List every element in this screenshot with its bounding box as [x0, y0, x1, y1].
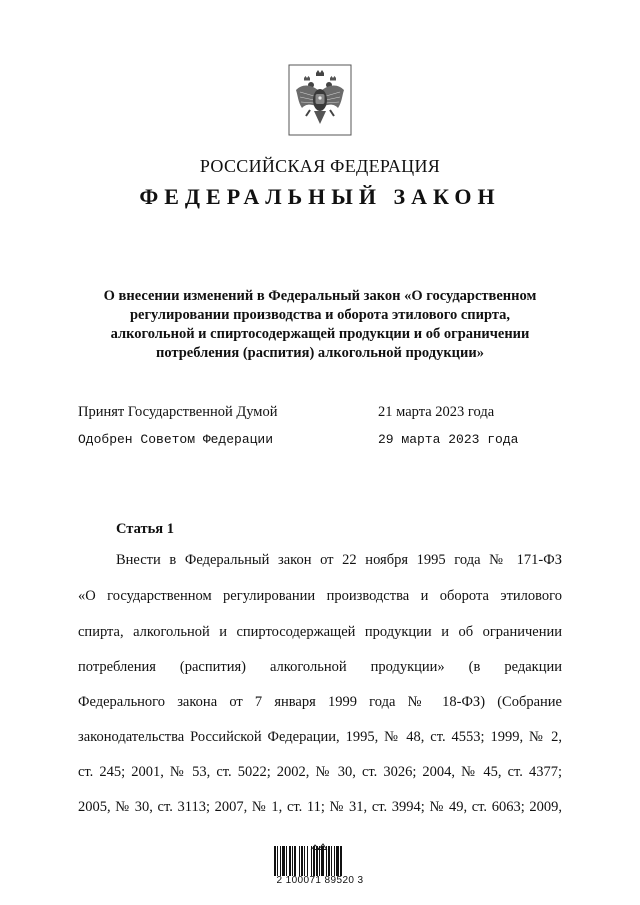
body-line: Федерального закона от 7 января 1999 года № 18-ФЗ) (Собрание: [78, 694, 562, 710]
law-title-line: О внесении изменений в Федеральный закон «О государственном: [103, 288, 537, 304]
law-title-line: регулировании производства и оборота этилового спирта,: [129, 307, 511, 323]
body-line: законодательства Российской Федерации, 1995, № 48, ст. 4553; 1999, № 2,: [78, 729, 562, 745]
law-title-line: алкогольной и спиртосодержащей продукции и об ограничении: [110, 326, 530, 342]
council-approval-date: 29 марта 2023 года: [378, 432, 519, 447]
body-line: 2005, № 30, ст. 3113; 2007, № 1, ст. 11; № 31, ст. 3994; № 49, ст. 6063; 2009,: [78, 799, 562, 815]
body-line: ст. 245; 2001, № 53, ст. 5022; 2002, № 30, ст. 3026; 2004, № 45, ст. 4377;: [78, 764, 562, 780]
council-approval-label: Одобрен Советом Федерации: [78, 432, 274, 447]
law-title: [80, 287, 560, 363]
body-line: потребления (распития) алкогольной продукции» (в редакции: [78, 659, 562, 675]
document-type-heading: ФЕДЕРАЛЬНЫЙ ЗАКОН: [139, 184, 501, 209]
body-line: Внести в Федеральный закон от 22 ноября 1995 года № 171-ФЗ: [116, 552, 562, 568]
article-heading: Статья 1: [116, 521, 174, 537]
state-emblem-icon: [288, 64, 352, 136]
country-heading: РОССИЙСКАЯ ФЕДЕРАЦИЯ: [199, 156, 441, 176]
barcode-top-mark-icon: [277, 838, 363, 846]
law-title-line: потребления (распития) алкогольной продукции»: [155, 345, 484, 361]
barcode-number: 2 100071 89520 3: [276, 875, 364, 886]
body-line: спирта, алкогольной и спиртосодержащей продукции и об ограничении: [78, 624, 562, 640]
duma-adoption-date: 21 марта 2023 года: [378, 404, 495, 420]
duma-adoption-label: Принят Государственной Думой: [78, 404, 278, 420]
body-line: «О государственном регулировании производства и оборота этилового: [78, 588, 562, 604]
barcode-icon: [272, 846, 368, 876]
